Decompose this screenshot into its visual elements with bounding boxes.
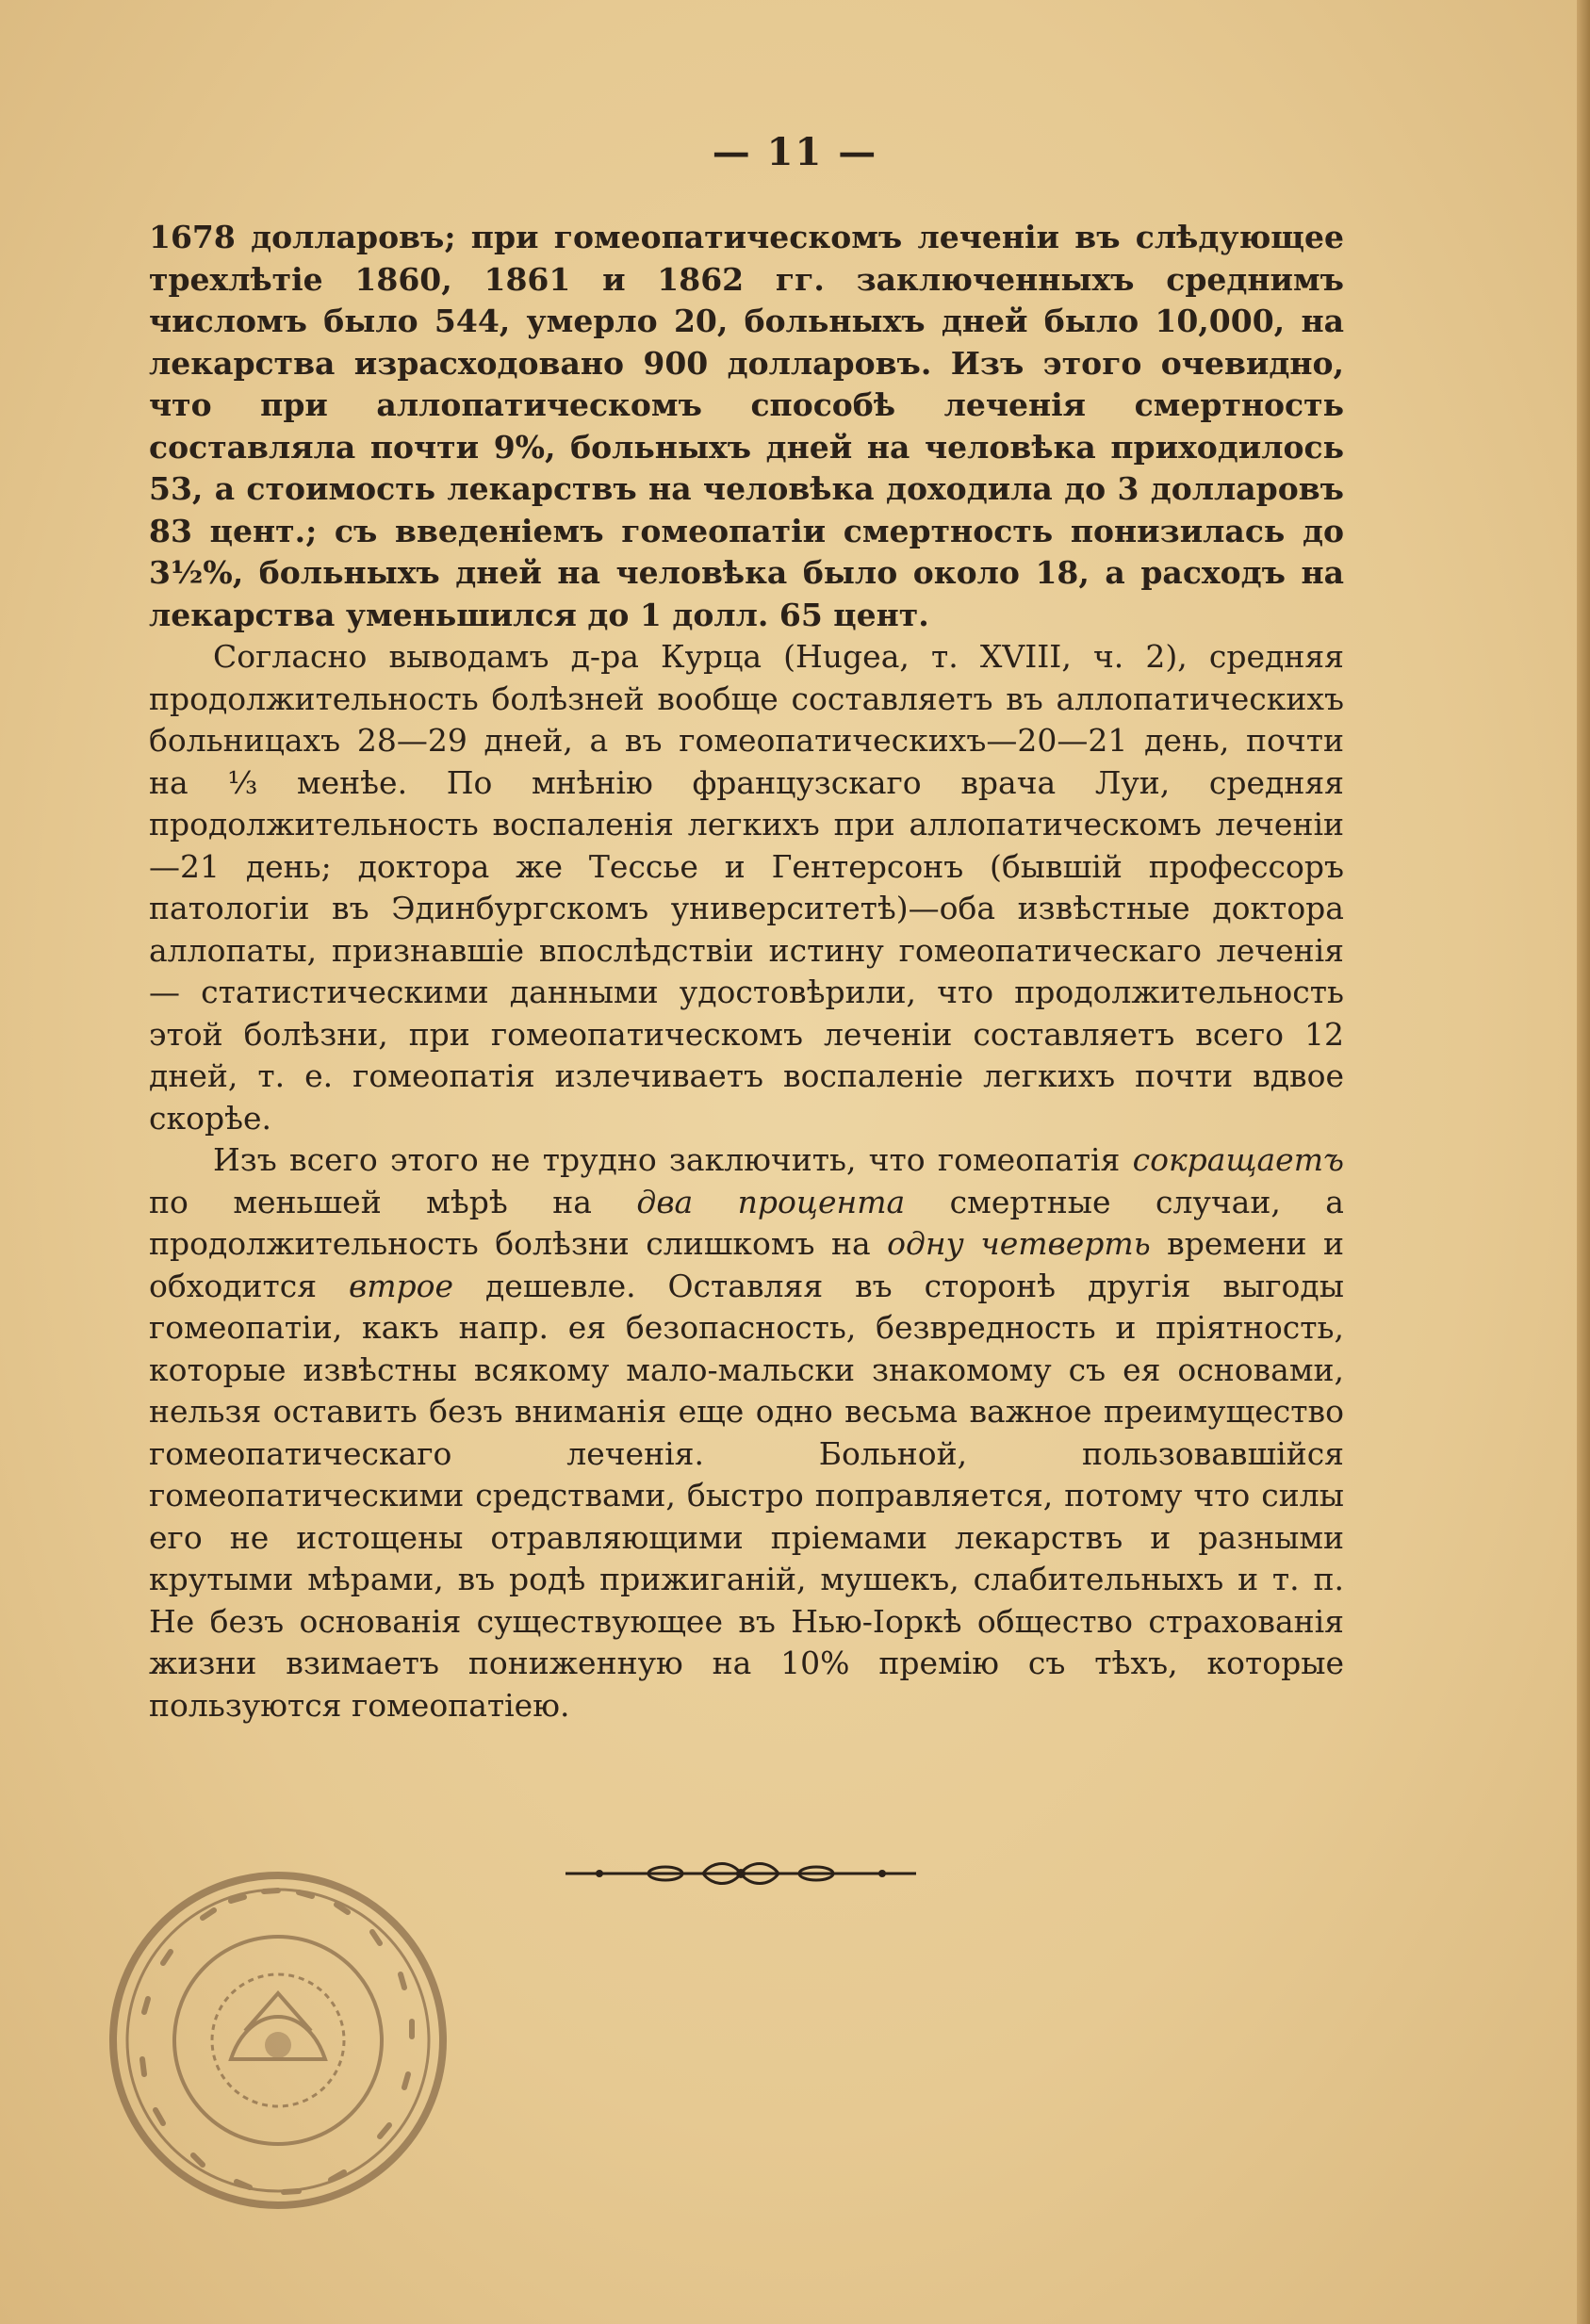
paragraph-3	[149, 1139, 1344, 1727]
paragraph-3-part-c: смертные случаи, а продолжительность болѣзни слишкомъ на	[149, 1183, 1344, 1262]
library-stamp	[90, 1861, 467, 2219]
emphasis-odnu-chetvert: одну четверть	[887, 1225, 1151, 1262]
paragraph-3-part-d: времени и обходится	[149, 1225, 1344, 1304]
page-number: — 11 —	[712, 130, 878, 174]
emphasis-vtroe: втрое	[349, 1267, 454, 1304]
paragraph-2: Согласно выводамъ д-ра Курца (Hugea, т. XVIII, ч. 2), средняя продолжительность болѣзней вообще составляетъ въ аллопатическихъ больницахъ 28—29 дней, а въ гомеопатическихъ—20—21 день, почти на ⅓ менѣе. По мнѣнiю французскаго врача Луи, средняя продолжительность воспаленiя легкихъ при аллопатическомъ леченiи—21 день; доктора же Тессье и Гентерсонъ (бывшiй профессоръ патологiи въ Эдинбургскомъ университетѣ)—оба извѣстные доктора аллопаты, признавшiе впослѣдствiи истину гомеопатическаго леченiя — статистическими данными удостовѣрили, что продолжительность этой болѣзни, при гомеопатическомъ леченiи составляетъ всего 12 дней, т. е. гомеопатiя излечиваетъ воспаленiе легкихъ почти вдвое скорѣе.	[149, 638, 1344, 1137]
page-edge-shadow	[1577, 0, 1590, 2324]
emphasis-sokrashchaet: сокращаетъ	[1132, 1141, 1344, 1178]
paragraph-3-part-a: Изъ всего этого не трудно заключить, что гомеопатiя	[213, 1141, 1133, 1178]
body-text	[149, 217, 1344, 1727]
paragraph-1: 1678 долларовъ; при гомеопатическомъ леченiи въ слѣдующее трехлѣтiе 1860, 1861 и 1862 гг. заключенныхъ среднимъ числомъ было 544, умерло 20, больныхъ дней было 10,000, на лекарства израсходовано 900 долларовъ. Изъ этого очевидно, что при аллопатическомъ способѣ леченiя смертность составляла почти 9%, больныхъ дней на человѣка приходилось 53, а стоимость лекарствъ на человѣка доходила до 3 долларовъ 83 цент.; съ введенiемъ гомеопатiи смертность понизилась до 3½%, больныхъ дней на человѣка было около 18, а расходъ на лекарства уменьшился до 1 долл. 65 цент.	[149, 219, 1344, 633]
decorative-ornament	[562, 1857, 920, 1890]
paragraph-3-part-e: дешевле. Оставляя въ сторонѣ другiя выгоды гомеопатiи, какъ напр. ея безопасность, безвредность и прiятность, которые извѣстны всякому мало-мальски знакомому съ ея основами, нельзя оставить безъ вниманiя еще одно весьма важное преимущество гомеопатическаго леченiя. Больной, пользовавшiйся гомеопатическими средствами, быстро поправляется, потому что силы его не истощены отравляющими прiемами лекарствъ и разными крутыми мѣрами, въ родѣ прижиганiй, мушекъ, слабительныхъ и т. п. Не безъ основанiя существующее въ Нью-Iоркѣ общество страхованiя жизни взимаетъ пониженную на 10% премiю съ тѣхъ, которые пользуются гомеопатiею.	[149, 1267, 1345, 1724]
emphasis-dva-procenta: два процента	[636, 1183, 906, 1220]
paragraph-3-part-b: по меньшей мѣрѣ на	[149, 1183, 637, 1220]
